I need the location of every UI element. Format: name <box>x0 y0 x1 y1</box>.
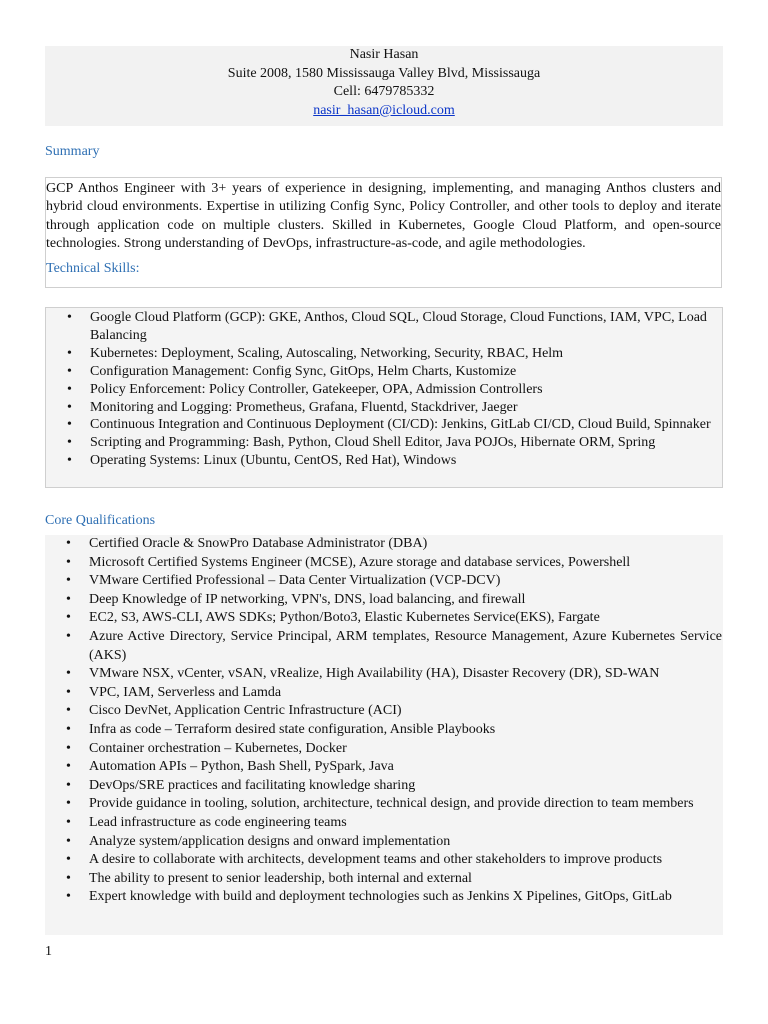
list-item: • VMware Certified Professional – Data Center Virtualization (VCP-DCV) <box>45 572 723 591</box>
candidate-address: Suite 2008, 1580 Mississauga Valley Blvd, Mississauga <box>227 65 541 81</box>
list-item: • Lead infrastructure as code engineering teams <box>45 814 723 833</box>
technical-skills-heading: Technical Skills: <box>46 261 140 277</box>
summary-heading: Summary <box>45 144 100 159</box>
summary-section <box>45 177 722 288</box>
list-item: • Continuous Integration and Continuous Deployment (CI/CD): Jenkins, GitLab CI/CD, Cloud Build, Spinnaker <box>46 416 722 434</box>
list-item: • VPC, IAM, Serverless and Lamda <box>45 684 723 703</box>
page-number: 1 <box>45 944 52 959</box>
list-item: • Analyze system/application designs and onward implementation <box>45 833 723 852</box>
list-item: • Provide guidance in tooling, solution, architecture, technical design, and provide direction to team members <box>45 795 723 814</box>
list-item: • EC2, S3, AWS-CLI, AWS SDKs; Python/Boto3, Elastic Kubernetes Service(EKS), Fargate <box>45 609 723 628</box>
core-qualifications-list <box>45 535 723 907</box>
list-item: • Kubernetes: Deployment, Scaling, Autoscaling, Networking, Security, RBAC, Helm <box>46 345 722 363</box>
list-item: • Infra as code – Terraform desired state configuration, Ansible Playbooks <box>45 721 723 740</box>
core-qualifications-heading: Core Qualifications <box>45 513 156 528</box>
list-item: • VMware NSX, vCenter, vSAN, vRealize, High Availability (HA), Disaster Recovery (DR), SD-WAN <box>45 665 723 684</box>
list-item: • Microsoft Certified Systems Engineer (MCSE), Azure storage and database services, Powershell <box>45 554 723 573</box>
technical-skills-list <box>46 309 722 470</box>
list-item: • Cisco DevNet, Application Centric Infrastructure (ACI) <box>45 702 723 721</box>
list-item: • Google Cloud Platform (GCP): GKE, Anthos, Cloud SQL, Cloud Storage, Cloud Functions, IAM, VPC, Load Balancing <box>46 309 722 345</box>
list-item: • Expert knowledge with build and deployment technologies such as Jenkins X Pipelines, GitOps, GitLab <box>45 888 723 907</box>
contact-header <box>45 46 723 126</box>
summary-text: GCP Anthos Engineer with 3+ years of experience in designing, implementing, and managing Anthos clusters and hybrid cloud environments. Expertise in utilizing Config Sync, Policy Controller, and other tools to deploy and iterate through application code on multiple clusters. Skilled in Kubernetes, Google Cloud Platform, and open-source technologies. Strong understanding of DevOps, infrastructure-as-code, and agile methodologies. <box>46 181 721 251</box>
list-item: • Certified Oracle & SnowPro Database Administrator (DBA) <box>45 535 723 554</box>
core-qualifications-section <box>45 535 723 935</box>
list-item: • Configuration Management: Config Sync, GitOps, Helm Charts, Kustomize <box>46 363 722 381</box>
list-item: • Policy Enforcement: Policy Controller, Gatekeeper, OPA, Admission Controllers <box>46 381 722 399</box>
list-item: • Azure Active Directory, Service Principal, ARM templates, Resource Management, Azure Kubernetes Service (AKS) <box>45 628 723 665</box>
technical-skills-section <box>45 307 723 488</box>
list-item: • A desire to collaborate with architects, development teams and other stakeholders to improve products <box>45 851 723 870</box>
list-item: • Operating Systems: Linux (Ubuntu, CentOS, Red Hat), Windows <box>46 452 722 470</box>
list-item: • Deep Knowledge of IP networking, VPN's, DNS, load balancing, and firewall <box>45 591 723 610</box>
list-item: • DevOps/SRE practices and facilitating knowledge sharing <box>45 777 723 796</box>
candidate-email-link[interactable]: nasir_hasan@icloud.com <box>313 102 455 118</box>
list-item: • Container orchestration – Kubernetes, Docker <box>45 740 723 759</box>
list-item: • Monitoring and Logging: Prometheus, Grafana, Fluentd, Stackdriver, Jaeger <box>46 399 722 417</box>
candidate-cell: Cell: 6479785332 <box>333 84 435 99</box>
list-item: • The ability to present to senior leadership, both internal and external <box>45 870 723 889</box>
list-item: • Automation APIs – Python, Bash Shell, PySpark, Java <box>45 758 723 777</box>
list-item: • Scripting and Programming: Bash, Python, Cloud Shell Editor, Java POJOs, Hibernate ORM, Spring <box>46 434 722 452</box>
candidate-name: Nasir Hasan <box>349 47 419 62</box>
